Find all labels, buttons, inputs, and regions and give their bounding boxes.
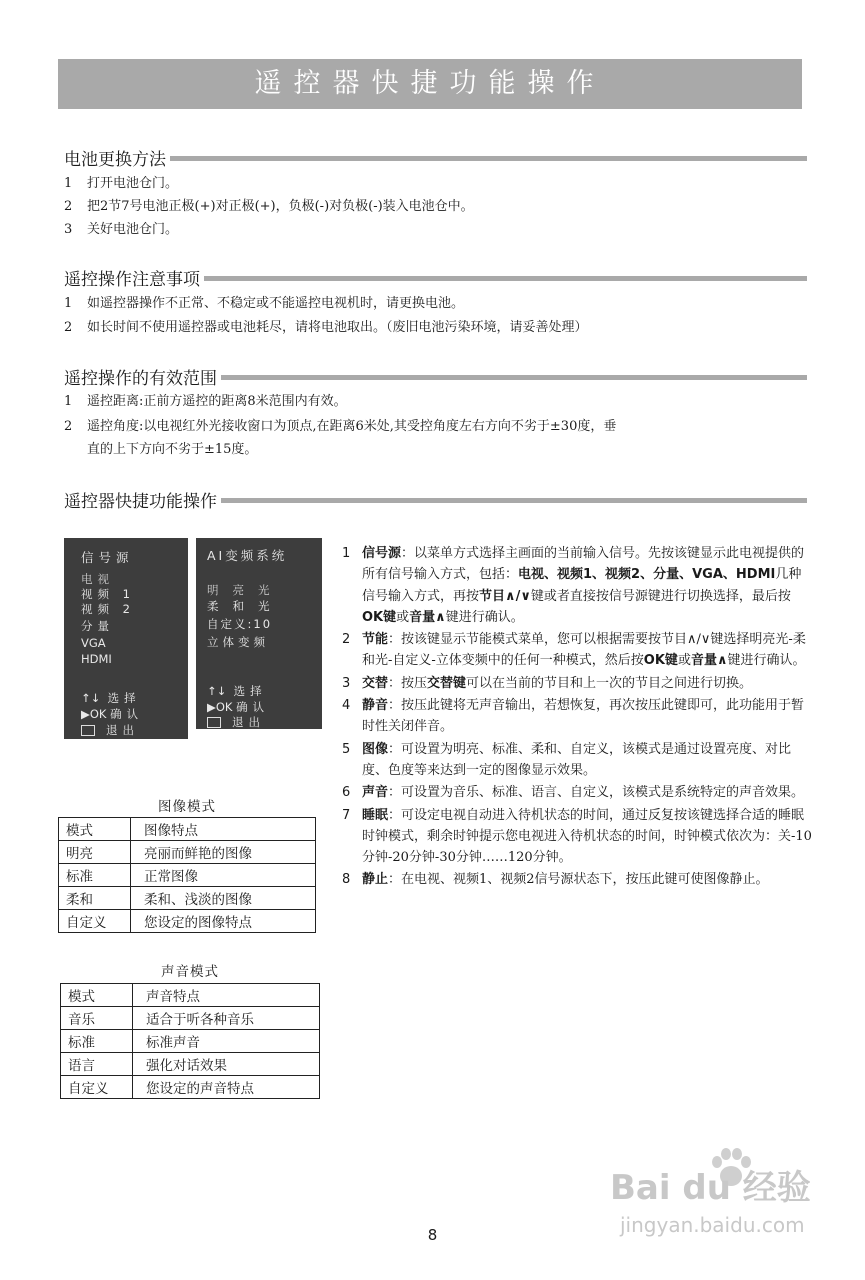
section-heading-notes — [64, 265, 807, 289]
up-down-arrows-icon: ↑↓ — [207, 684, 227, 698]
osd-item: VGA — [81, 636, 106, 650]
watermark-brand: Bai du 经验 — [610, 1168, 811, 1208]
function-item — [342, 869, 812, 890]
table-row — [61, 1053, 320, 1076]
osd-source-menu — [64, 538, 188, 739]
table-header-row — [61, 984, 320, 1007]
function-keyword: 音量∧ — [409, 609, 446, 625]
table-cell: 柔和、浅淡的图像 — [131, 887, 316, 910]
osd-custom-value: 10 — [253, 617, 273, 631]
function-text: 或 — [677, 653, 691, 669]
function-item — [342, 673, 812, 694]
function-text: 几种信号输入方式，再按 — [362, 567, 802, 604]
function-number: 8 — [342, 872, 351, 888]
function-item — [342, 543, 812, 628]
table-cell: 柔和 — [59, 887, 131, 910]
list-item: 1 遥控距离:正前方遥控的距离8米范围内有效。 — [64, 394, 347, 409]
heading-rule — [204, 276, 807, 281]
heading-rule — [221, 375, 807, 380]
osd-item: 自定义:10 — [207, 617, 273, 631]
osd-title: AI变频系统 — [207, 548, 288, 563]
function-text: 键进行确认。 — [445, 609, 524, 625]
osd-title: 信号源 — [81, 550, 134, 565]
function-text: ：以菜单方式选择主画面的当前输入信号。先按该键显示此电视提供的所有信号输入方式，包括： — [362, 546, 805, 583]
table-cell: 您设定的声音特点 — [133, 1076, 320, 1099]
function-number: 3 — [342, 675, 351, 691]
menu-icon — [207, 717, 221, 728]
osd-hint-select: ↑↓ 选择 — [81, 691, 141, 705]
function-keyword: 节目∧/∨ — [479, 588, 531, 604]
function-keyword: OK键 — [362, 609, 397, 625]
function-text: ：可设置为明亮、标准、柔和、自定义，该模式是通过设置亮度、对比度、色度等来达到一定的图像显示效果。 — [362, 741, 792, 778]
heading-rule — [170, 156, 807, 161]
function-number: 6 — [342, 785, 351, 801]
table-cell: 音乐 — [61, 1007, 133, 1030]
function-text: ：可设定电视自动进入待机状态的时间，通过反复按该键选择合适的睡眠时钟模式，剩余时钟提示您电视进入待机状态的时间，时钟模式依次为：关-10分钟-20分钟-30分钟……120分钟。 — [362, 807, 812, 866]
section-heading-text: 遥控操作注意事项 — [64, 269, 200, 290]
table-row — [61, 1030, 320, 1053]
picture-mode-table — [58, 817, 316, 933]
osd-hint-exit: 退出 — [81, 722, 139, 738]
osd-item: 分量 — [81, 619, 114, 633]
table-header-row — [59, 818, 316, 841]
function-number: 1 — [342, 546, 351, 561]
table-row — [59, 910, 316, 933]
function-text: ：可设置为音乐、标准、语言、自定义，该模式是系统特定的声音效果。 — [388, 785, 805, 801]
function-item — [342, 805, 812, 869]
function-text: ：在电视、视频1、视频2信号源状态下，按压此键可使图像静止。 — [388, 872, 769, 888]
osd-item: HDMI — [81, 652, 112, 666]
table-row — [59, 887, 316, 910]
osd-item: 立体变频 — [207, 635, 269, 649]
function-item — [342, 782, 812, 803]
osd-item: 视频 1 — [81, 587, 135, 601]
function-text: 或 — [396, 609, 410, 625]
function-item — [342, 695, 812, 738]
list-item: 2 如长时间不使用遥控器或电池耗尽，请将电池取出。（废旧电池污染环境，请妥善处理） — [64, 320, 588, 335]
function-keyword: 睡眠 — [362, 807, 389, 823]
section-heading-text: 遥控器快捷功能操作 — [64, 491, 217, 512]
osd-hint-ok: ▶OK 确认 — [81, 707, 144, 721]
function-number: 2 — [342, 632, 351, 648]
table-cell: 亮丽而鲜艳的图像 — [131, 841, 316, 864]
menu-icon — [81, 725, 95, 736]
osd-item: 柔和光 — [207, 599, 284, 613]
function-item — [342, 629, 812, 672]
function-text: ：按压 — [388, 675, 428, 691]
section-heading-shortcuts — [64, 487, 807, 511]
table-row — [61, 1007, 320, 1030]
section-heading-battery — [64, 145, 807, 169]
table-cell: 模式 — [59, 818, 131, 841]
picture-table-caption: 图像模式 — [158, 799, 216, 815]
table-cell: 标准 — [61, 1030, 133, 1053]
table-cell: 标准声音 — [133, 1030, 320, 1053]
sound-mode-table — [60, 983, 320, 1099]
watermark-url: jingyan.baidu.com — [620, 1213, 805, 1237]
function-keyword: 节能 — [362, 632, 389, 648]
page-title: 遥控器快捷功能操作 — [58, 59, 802, 109]
list-item: 1 如遥控器操作不正常、不稳定或不能遥控电视机时，请更换电池。 — [64, 296, 465, 311]
section-heading-text: 电池更换方法 — [64, 149, 166, 170]
function-number: 7 — [342, 807, 351, 823]
list-item: 直的上下方向不劣于±15度。 — [87, 442, 258, 457]
table-cell: 适合于听各种音乐 — [133, 1007, 320, 1030]
function-text: ：按该键显示节能模式菜单，您可以根据需要按节目∧/∨键选择明亮光-柔和光-自定义-立体变频中的任何一种模式，然后按 — [362, 632, 806, 669]
table-cell: 您设定的图像特点 — [131, 910, 316, 933]
function-keyword: 图像 — [362, 741, 389, 757]
table-cell: 声音特点 — [133, 984, 320, 1007]
function-keyword: OK键 — [643, 653, 678, 669]
table-cell: 图像特点 — [131, 818, 316, 841]
table-row — [61, 1076, 320, 1099]
play-arrow-icon: ▶ — [207, 700, 216, 714]
function-keyword: 信号源 — [362, 546, 402, 561]
list-item: 3 关好电池仓门。 — [64, 222, 179, 237]
function-keyword: 交替 — [362, 675, 389, 691]
function-keyword: 交替键 — [427, 675, 467, 691]
function-item — [342, 739, 812, 782]
table-cell: 模式 — [61, 984, 133, 1007]
heading-rule — [221, 498, 807, 503]
function-text: ：按压此键将无声音输出，若想恢复，再次按压此键即可，此功能用于暂时性关闭伴音。 — [362, 698, 805, 735]
table-cell: 正常图像 — [131, 864, 316, 887]
table-cell: 自定义 — [61, 1076, 133, 1099]
list-item: 2 把2节7号电池正极(+)对正极(+)，负极(-)对负极(-)装入电池仓中。 — [64, 199, 474, 214]
function-text: 键进行确认。 — [727, 653, 806, 669]
osd-hint-select: ↑↓ 选择 — [207, 684, 267, 698]
osd-ai-menu — [196, 538, 322, 729]
table-row — [59, 841, 316, 864]
sound-table-caption: 声音模式 — [161, 964, 219, 980]
table-cell: 标准 — [59, 864, 131, 887]
up-down-arrows-icon: ↑↓ — [81, 691, 101, 705]
osd-hint-ok: ▶OK 确认 — [207, 700, 270, 714]
function-keyword: 静音 — [362, 698, 389, 714]
function-number: 5 — [342, 741, 351, 757]
section-heading-text: 遥控操作的有效范围 — [64, 368, 217, 389]
function-keyword: 静止 — [362, 872, 389, 888]
function-number: 4 — [342, 698, 351, 714]
section-heading-range — [64, 364, 807, 388]
page-number: 8 — [427, 1226, 438, 1244]
function-text: 键或者直接按信号源键进行切换选择，最后按 — [530, 588, 791, 604]
table-row — [59, 864, 316, 887]
table-cell: 自定义 — [59, 910, 131, 933]
table-cell: 强化对话效果 — [133, 1053, 320, 1076]
osd-item: 电视 — [81, 572, 114, 586]
osd-item: 视频 2 — [81, 602, 135, 616]
function-list — [342, 543, 812, 892]
function-keyword: 声音 — [362, 785, 389, 801]
osd-hint-exit: 退出 — [207, 714, 265, 730]
list-item: 2 遥控角度:以电视红外光接收窗口为顶点,在距离6米处,其受控角度左右方向不劣于±30度，垂 — [64, 419, 617, 434]
play-arrow-icon: ▶ — [81, 707, 90, 721]
table-cell: 明亮 — [59, 841, 131, 864]
table-cell: 语言 — [61, 1053, 133, 1076]
function-text: 可以在当前的节目和上一次的节目之间进行切换。 — [466, 675, 753, 691]
function-keyword: 音量∧ — [690, 653, 728, 669]
osd-item: 明亮光 — [207, 583, 284, 597]
list-item: 1 打开电池仓门。 — [64, 176, 179, 191]
function-keyword: 电视、视频1、视频2、分量、VGA、HDMI — [518, 567, 776, 583]
